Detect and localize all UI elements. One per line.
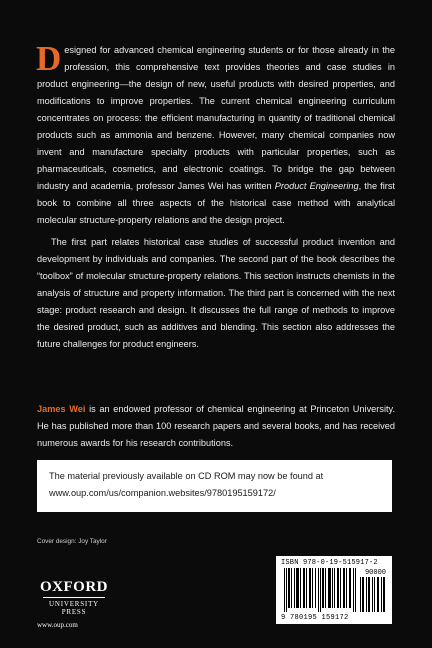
barcode-digits: 9 780195 159172 xyxy=(281,614,349,622)
isbn-barcode xyxy=(276,556,392,624)
blurb-paragraph-1 xyxy=(36,39,395,229)
publisher-url: www.oup.com xyxy=(37,621,78,629)
author-bio xyxy=(37,401,395,452)
back-cover-blurb xyxy=(36,39,395,353)
isbn-text: ISBN 978-0-19-515917-2 xyxy=(281,559,378,567)
author-name: James Wei xyxy=(37,404,86,414)
author-bio-text: is an endowed professor of chemical engineering at Princeton University. He has published more than 100 research papers and several books, and has received numerous awards for his research contributions. xyxy=(37,404,395,448)
blurb-p1-text-a: esigned for advanced chemical engineering students or for those already in the profession, this comprehensive text provides theories and case studies in product engineering—the design of new, useful products with desired properties, and modifications to improve properties. The current chemical engineering curriculum concentrates on process: the efficient manufacturing in quantity of traditional chemical products such as ammonia and benzene. However, many chemical companies now invent and manufacture specialty products with particular properties, such as pharmaceuticals, cosmetics, and electronic coatings. To bridge the gap between industry and academia, professor James Wei has written xyxy=(37,45,395,191)
blurb-paragraph-2: The first part relates historical case studies of successful product invention and development by individuals and companies. The second part of the book describes the “toolbox” of molecular structure-property relations. This section instructs chemists in the analysis of structure and property information. The third part is concerned with the next stage: product research and design. It discusses the full range of methods to improve the desired product, such as additives and blending. This section also addresses the future challenges for product engineers. xyxy=(37,237,395,349)
logo-rule xyxy=(43,597,105,598)
cd-rom-notice-box: The material previously available on CD ROM may now be found at www.oup.com/us/companion.websites/9780195159172/ xyxy=(37,460,392,512)
oxford-logo xyxy=(37,580,111,616)
blurb-p1-text-b: , the first book to combine all three aspects of the historical case method with analytical molecular structure-property relations and the design project. xyxy=(37,181,395,225)
logo-oxford-word: OXFORD xyxy=(40,579,108,595)
drop-cap: D xyxy=(36,39,62,78)
ean-barcode-bars xyxy=(282,568,358,612)
price-addon-bars xyxy=(360,577,386,612)
cover-design-credit: Cover design: Joy Taylor xyxy=(37,538,107,545)
book-title-italic: Product Engineering xyxy=(274,181,359,191)
price-code: 90000 xyxy=(364,569,386,577)
logo-press-word: UNIVERSITY PRESS xyxy=(49,600,99,616)
